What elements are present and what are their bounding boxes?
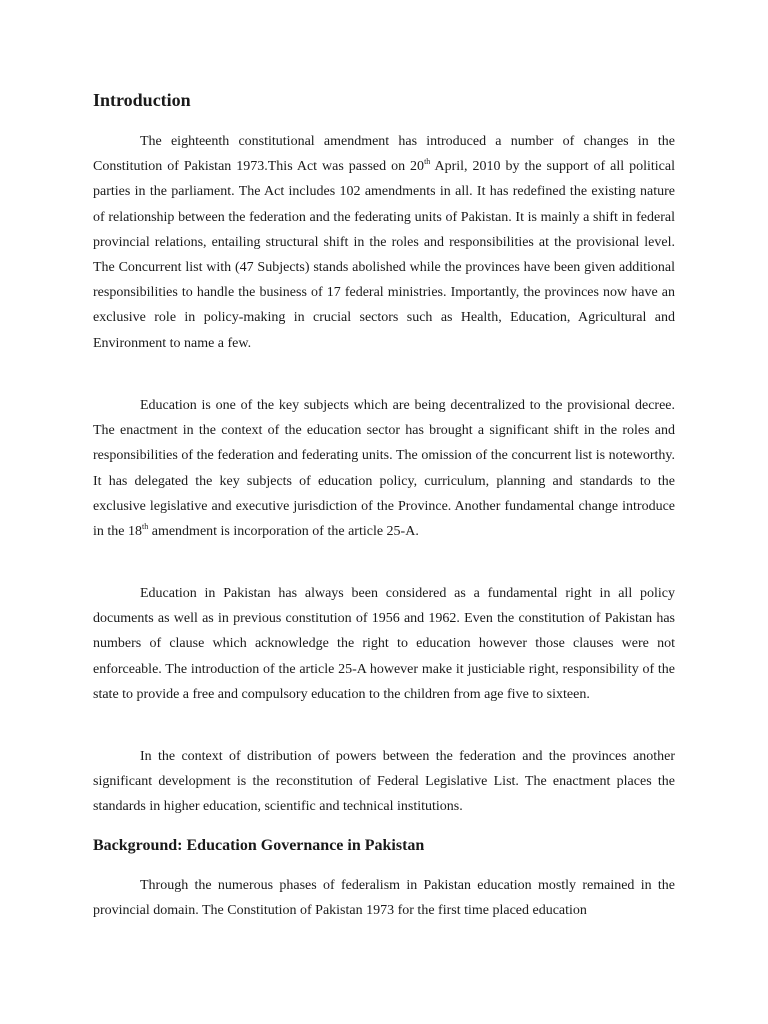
section-heading-introduction: Introduction: [93, 90, 191, 110]
paragraph-intro-3: Education in Pakistan has always been considered as a fundamental right in all policy documents as well as in previous constitution of 1956 and 1962. Even the constitution of Pakistan has numbers of clause which acknowledge the right to education however those clauses were not enforceable. The introduction of the article 25-A however make it justiciable right, responsibility of the state to provide a free and compulsory education to the children from age five to sixteen.: [93, 586, 675, 702]
paragraph-intro-2: [93, 393, 675, 544]
paragraph-intro-4: In the context of distribution of powers between the federation and the provinces another significant development is the reconstitution of Federal Legislative List. The enactment places the standards in higher education, scientific and technical institutions.: [93, 749, 675, 815]
paragraph-text: April, 2010 by the support of all political parties in the parliament. The Act includes 102 amendments in all. It has redefined the existing nature of relationship between the federation and the federating units of Pakistan. It is mainly a shift in federal provincial relations, entailing structural shift in the roles and responsibilities at the provisional level. The Concurrent list with (47 Subjects) stands abolished while the provinces have been given additional responsibilities to handle the business of 17 federal ministries. Importantly, the provinces now have an exclusive role in policy-making in crucial sectors such as Health, Education, Agricultural and Environment to name a few.: [93, 159, 675, 351]
paragraph-text: amendment is incorporation of the article 25-A.: [148, 524, 419, 540]
paragraph-text: Education is one of the key subjects which are being decentralized to the provisional decree. The enactment in the context of the education sector has brought a significant shift in the roles and responsibilities of the federation and federating units. The omission of the concurrent list is noteworthy. It has delegated the key subjects of education policy, curriculum, planning and standards to the exclusive legislative and executive jurisdiction of the Province. Another fundamental change introduce in the 18: [93, 398, 675, 540]
paragraph-text: The eighteenth constitutional amendment has introduced a number of changes in the Constitution of Pakistan 1973.This Act was passed on 20: [93, 134, 675, 175]
section-heading-background: Background: Education Governance in Pakistan: [93, 837, 425, 854]
paragraph-intro-1: [93, 129, 675, 356]
ordinal-superscript: th: [142, 522, 149, 532]
paragraph-background-1: Through the numerous phases of federalism in Pakistan education mostly remained in the provincial domain. The Constitution of Pakistan 1973 for the first time placed education: [93, 878, 675, 919]
ordinal-superscript: th: [424, 157, 431, 167]
